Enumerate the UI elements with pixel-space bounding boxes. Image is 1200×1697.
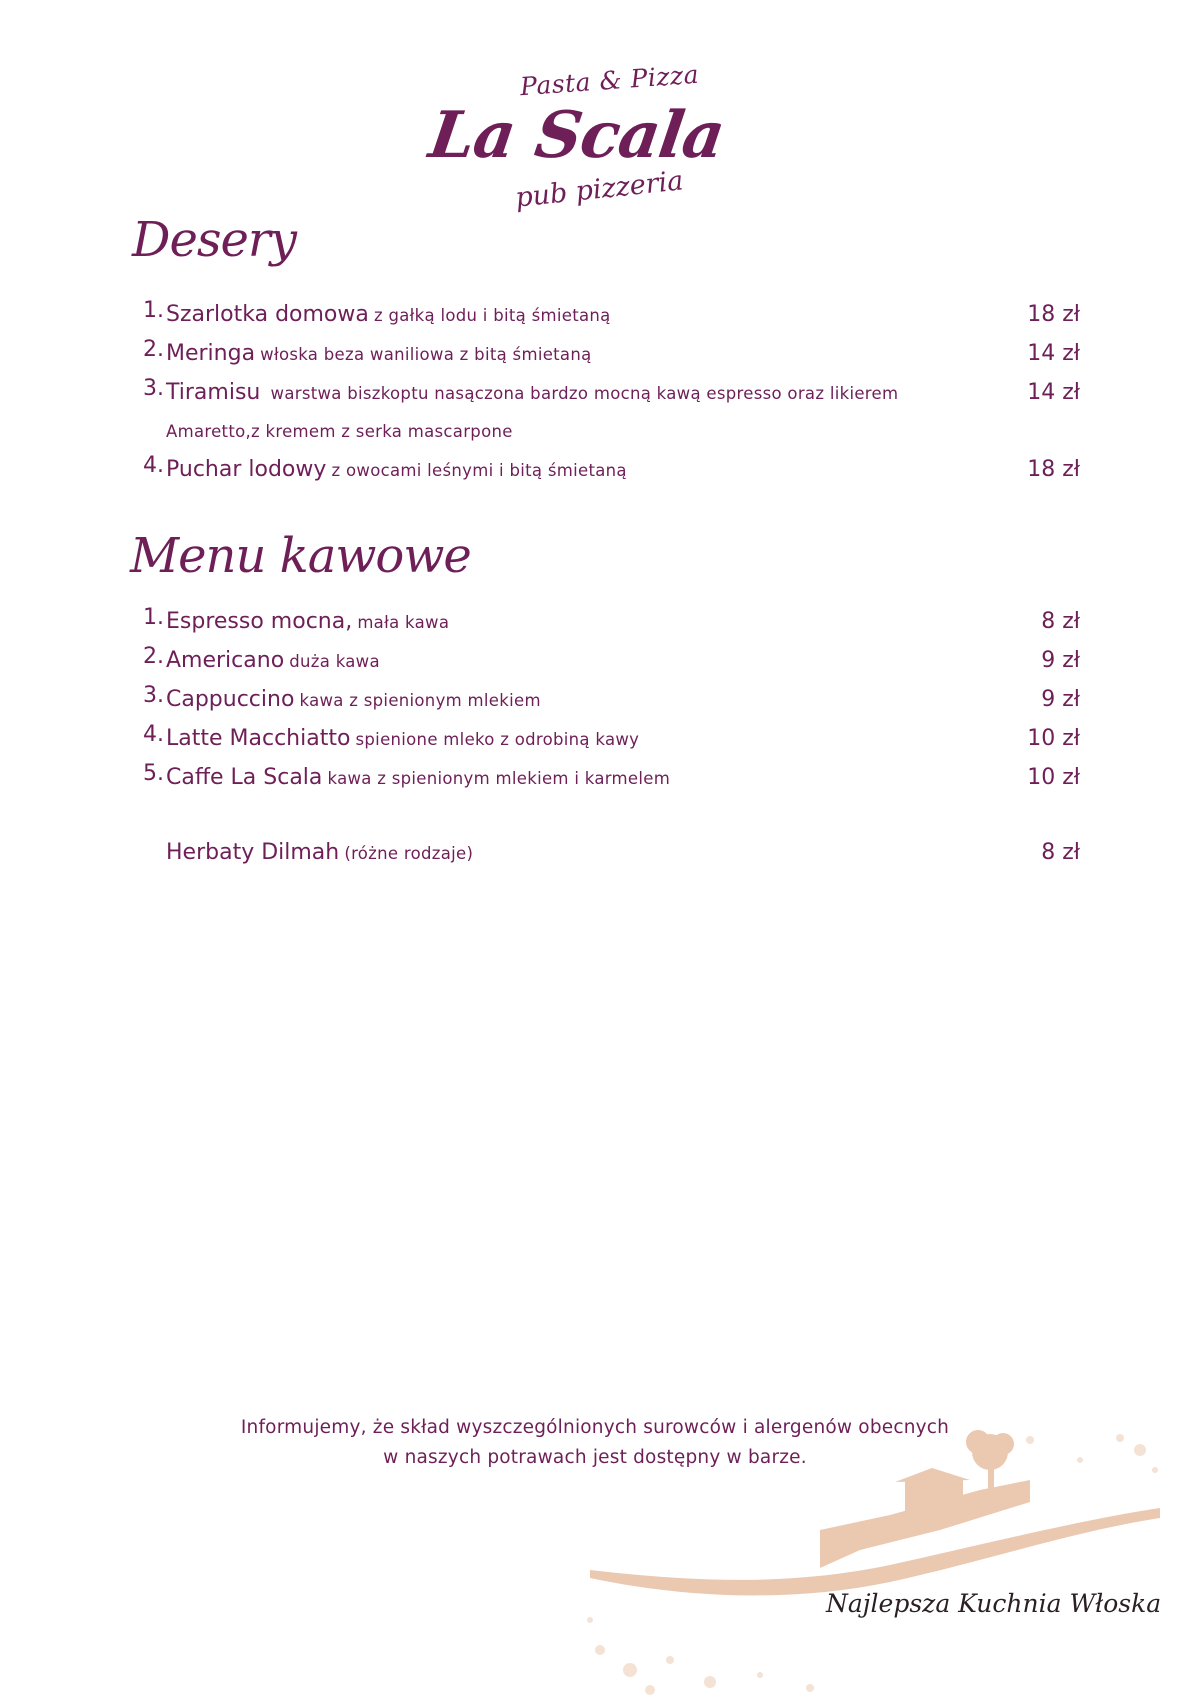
item-price: 8 zł (1041, 609, 1080, 634)
item-description: kawa z spienionym mlekiem i karmelem (327, 769, 671, 788)
item-name: Espresso mocna, (166, 609, 353, 634)
notice-line-1: Informujemy, że skład wyszczególnionych surowców i alergenów obecnych (240, 1417, 950, 1438)
item-description: warstwa biszkoptu nasączona bardzo mocną kawą espresso oraz likierem Amaretto,z kremem z serka mascarpone (166, 384, 899, 441)
item-description: z owocami leśnymi i bitą śmietaną (331, 461, 627, 480)
item-name: Meringa (166, 341, 256, 366)
item-name: Szarlotka domowa (166, 302, 369, 327)
item-price: 10 zł (1027, 765, 1080, 790)
item-price: 18 zł (1027, 302, 1080, 327)
menu-item (130, 451, 1080, 490)
item-description: kawa z spienionym mlekiem (299, 691, 541, 710)
item-price: 14 zł (1027, 341, 1080, 366)
item-number: 3. (143, 376, 164, 401)
item-number: 1. (143, 298, 164, 323)
item-price: 18 zł (1027, 457, 1080, 482)
logo-pasta-pizza: Pasta & Pizza (519, 59, 700, 102)
notice-line-2: w naszych potrawach jest dostępny w barze. (383, 1447, 807, 1468)
menu-item (130, 296, 1080, 335)
item-description: (różne rodzaje) (344, 844, 474, 863)
item-number: 1. (143, 605, 164, 630)
item-name: Cappuccino (166, 687, 295, 712)
section-title-menu-kawowe: Menu kawowe (130, 528, 471, 584)
logo-la-scala: La Scala (424, 98, 729, 173)
section-title-desery: Desery (132, 212, 296, 268)
tagline: Najlepsza Kuchnia Włoska (826, 1589, 1162, 1618)
item-number: 2. (143, 337, 164, 362)
item-price: 9 zł (1041, 648, 1080, 673)
menu-item (130, 759, 1080, 798)
item-price: 8 zł (1041, 840, 1080, 865)
allergen-notice (200, 1413, 990, 1473)
kawa-list (130, 603, 1080, 798)
item-description: duża kawa (289, 652, 380, 671)
item-name: Puchar lodowy (166, 457, 327, 482)
item-name: Herbaty Dilmah (166, 840, 340, 865)
item-name: Caffe La Scala (166, 765, 323, 790)
item-number: 3. (143, 683, 164, 708)
item-number: 2. (143, 644, 164, 669)
item-description: włoska beza waniliowa z bitą śmietaną (260, 345, 592, 364)
item-description: spienione mleko z odrobiną kawy (355, 730, 640, 749)
menu-item (130, 603, 1080, 642)
menu-item (130, 374, 1080, 451)
menu-item (130, 335, 1080, 374)
item-description: z gałką lodu i bitą śmietaną (373, 306, 611, 325)
item-name: Latte Macchiatto (166, 726, 351, 751)
logo (424, 59, 740, 226)
item-number: 5. (143, 761, 164, 786)
menu-item (130, 642, 1080, 681)
menu-item (130, 681, 1080, 720)
item-number: 4. (143, 722, 164, 747)
item-name: Tiramisu (166, 380, 261, 405)
item-name: Americano (166, 648, 285, 673)
logo-pub-pizzeria: pub pizzeria (513, 165, 685, 214)
item-price: 9 zł (1041, 687, 1080, 712)
item-number: 4. (143, 453, 164, 478)
item-description: mała kawa (357, 613, 450, 632)
tea-item (130, 834, 1080, 873)
item-price: 10 zł (1027, 726, 1080, 751)
desery-list (130, 296, 1080, 490)
menu-item (130, 720, 1080, 759)
item-price: 14 zł (1027, 380, 1080, 405)
